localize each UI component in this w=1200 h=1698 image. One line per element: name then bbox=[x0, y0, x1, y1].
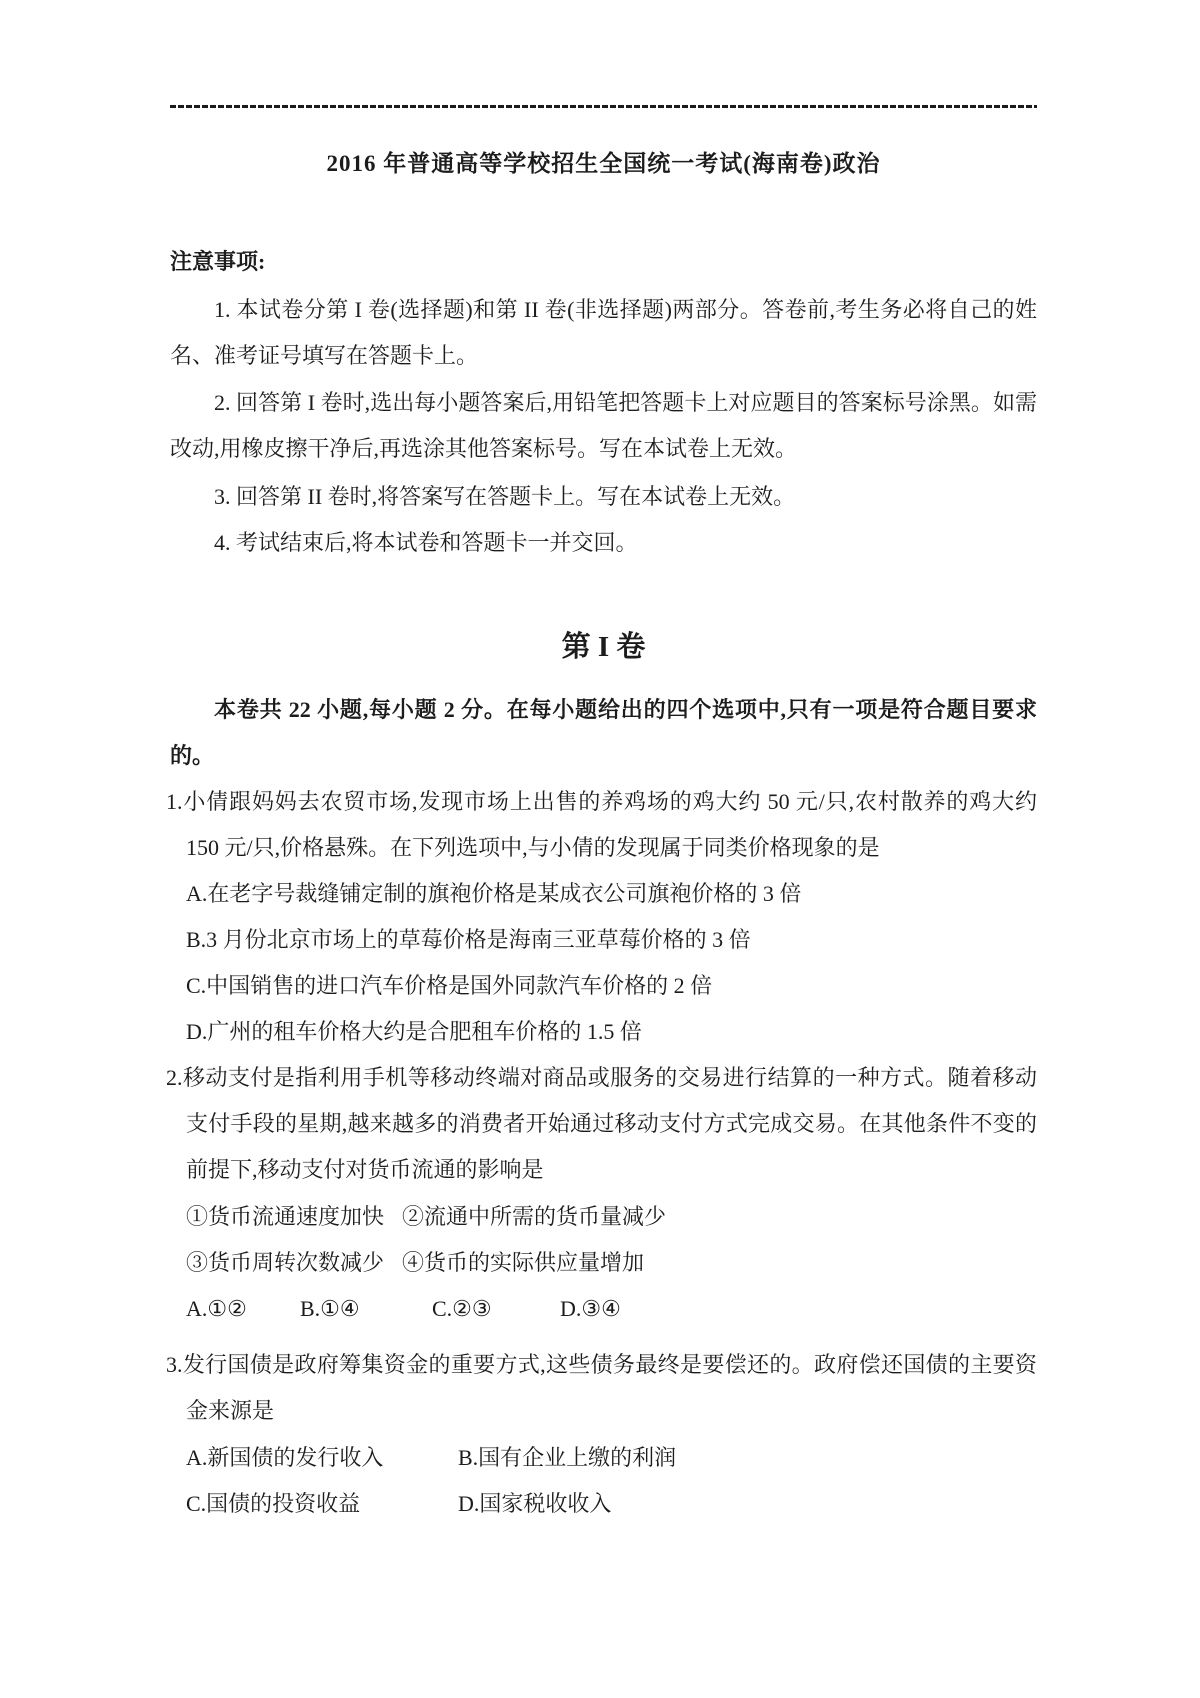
suboption-2: ②流通中所需的货币量减少 bbox=[402, 1204, 667, 1229]
question-2-stem bbox=[166, 1055, 1037, 1193]
notice-item-3: 3. 回答第 II 卷时,将答案写在答题卡上。写在本试卷上无效。 bbox=[214, 484, 796, 509]
question-3-options-row-1 bbox=[170, 1435, 1037, 1481]
notice-item-4: 4. 考试结束后,将本试卷和答题卡一并交回。 bbox=[214, 530, 638, 555]
question-2-number: 2. bbox=[166, 1065, 183, 1090]
suboption-3: ③货币周转次数减少 bbox=[186, 1250, 385, 1275]
content-column bbox=[0, 105, 1200, 1527]
question-1-number: 1. bbox=[166, 789, 183, 814]
exam-title: 2016 年普通高等学校招生全国统一考试(海南卷)政治 bbox=[326, 151, 881, 176]
question-1-stem-text: 小倩跟妈妈去农贸市场,发现市场上出售的养鸡场的鸡大约 50 元/只,农村散养的鸡大约 150 元/只,价格悬殊。在下列选项中,与小倩的发现属于同类价格现象的是 bbox=[182, 789, 1037, 860]
question-3-stem-text: 发行国债是政府筹集资金的重要方式,这些债务最终是要偿还的。政府偿还国债的主要资金来源是 bbox=[182, 1352, 1037, 1423]
question-1-stem bbox=[166, 779, 1037, 871]
choice-a: A.①② bbox=[186, 1296, 247, 1321]
notice-section bbox=[170, 239, 1037, 566]
suboption-1: ①货币流通速度加快 bbox=[186, 1204, 385, 1229]
question-1 bbox=[166, 779, 1037, 1055]
choice-c: C.②③ bbox=[432, 1296, 492, 1321]
question-2 bbox=[166, 1055, 1037, 1332]
notice-item-2: 2. 回答第 I 卷时,选出每小题答案后,用铅笔把答题卡上对应题目的答案标号涂黑。如需改动,用橡皮擦干净后,再选涂其他答案标号。写在本试卷上无效。 bbox=[170, 390, 1037, 461]
suboption-4: ④货币的实际供应量增加 bbox=[402, 1250, 645, 1275]
question-1-option-c: C.中国销售的进口汽车价格是国外同款汽车价格的 2 倍 bbox=[186, 973, 713, 998]
question-2-stem-text: 移动支付是指利用手机等移动终端对商品或服务的交易进行结算的一种方式。随着移动支付手段的星期,越来越多的消费者开始通过移动支付方式完成交易。在其他条件不变的前提下,移动支付对货币流通的影响是 bbox=[182, 1065, 1037, 1182]
question-1-option-b: B.3 月份北京市场上的草莓价格是海南三亚草莓价格的 3 倍 bbox=[186, 927, 751, 952]
question-3-stem bbox=[166, 1342, 1037, 1434]
question-3-option-c: C.国债的投资收益 bbox=[186, 1491, 361, 1516]
question-3-options-row-2 bbox=[170, 1481, 1037, 1527]
question-2-suboptions-row-1 bbox=[170, 1194, 1037, 1240]
choice-b: B.①④ bbox=[300, 1296, 360, 1321]
question-3 bbox=[166, 1342, 1037, 1527]
question-3-option-a: A.新国债的发行收入 bbox=[186, 1445, 384, 1470]
question-1-option-a: A.在老字号裁缝铺定制的旗袍价格是某成衣公司旗袍价格的 3 倍 bbox=[186, 881, 802, 906]
header-rule bbox=[170, 105, 1037, 108]
notice-heading: 注意事项: bbox=[170, 249, 266, 274]
question-3-number: 3. bbox=[166, 1352, 183, 1377]
section1-heading: 第 I 卷 bbox=[561, 631, 646, 663]
question-2-suboptions-row-2 bbox=[170, 1240, 1037, 1286]
notice-item-1: 1. 本试卷分第 I 卷(选择题)和第 II 卷(非选择题)两部分。答卷前,考生务必将自己的姓名、准考证号填写在答题卡上。 bbox=[170, 297, 1037, 368]
question-3-option-d: D.国家税收收入 bbox=[458, 1491, 612, 1516]
question-3-option-b: B.国有企业上缴的利润 bbox=[458, 1445, 677, 1470]
question-1-option-d: D.广州的租车价格大约是合肥租车价格的 1.5 倍 bbox=[186, 1019, 642, 1044]
choice-d: D.③④ bbox=[560, 1296, 621, 1321]
section1-intro: 本卷共 22 小题,每小题 2 分。在每小题给出的四个选项中,只有一项是符合题目要求的。 bbox=[170, 697, 1037, 768]
question-2-choices bbox=[170, 1286, 1037, 1332]
